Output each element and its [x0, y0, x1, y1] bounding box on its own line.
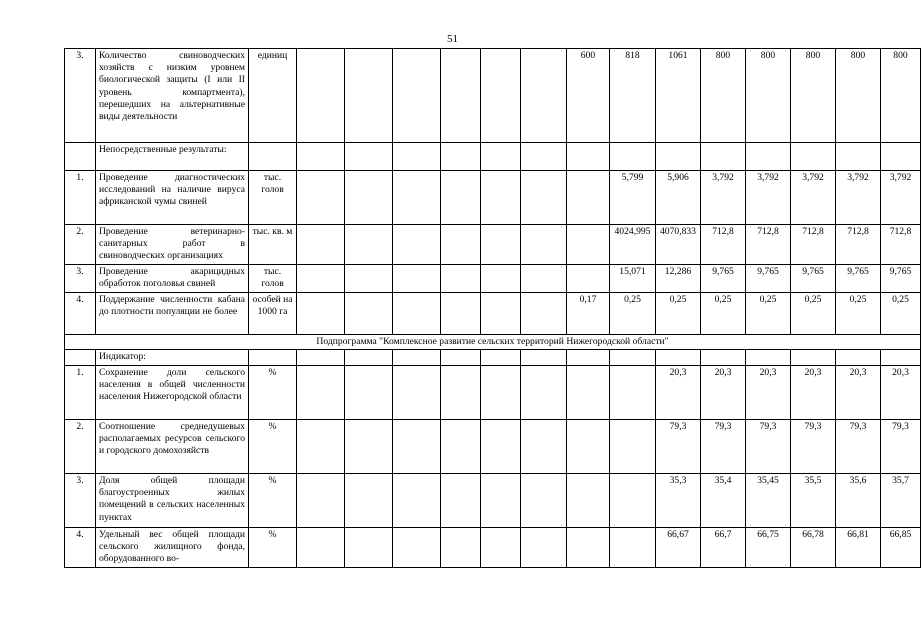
- value-cell: [567, 265, 610, 293]
- indicator-name: Сохранение доли сельского населения в общей численности населения Нижегородской области: [96, 366, 249, 420]
- value-cell: [746, 143, 791, 171]
- value-cell: [610, 528, 656, 568]
- value-cell: 0,25: [836, 293, 881, 335]
- value-cell: 79,3: [791, 420, 836, 474]
- value-cell: 79,3: [656, 420, 701, 474]
- row-number: 3.: [65, 49, 96, 143]
- value-cell: 9,765: [836, 265, 881, 293]
- page-number: 51: [447, 33, 458, 45]
- value-cell: [345, 420, 393, 474]
- value-cell: [481, 225, 521, 265]
- value-cell: 35,6: [836, 474, 881, 528]
- value-cell: [521, 528, 567, 568]
- value-cell: [610, 366, 656, 420]
- value-cell: [297, 350, 345, 366]
- value-cell: [441, 420, 481, 474]
- value-cell: [345, 49, 393, 143]
- value-cell: 800: [791, 49, 836, 143]
- table-row: [65, 366, 921, 420]
- value-cell: 3,792: [746, 171, 791, 225]
- value-cell: 20,3: [836, 366, 881, 420]
- value-cell: 20,3: [656, 366, 701, 420]
- value-cell: 12,286: [656, 265, 701, 293]
- value-cell: [567, 225, 610, 265]
- value-cell: [297, 366, 345, 420]
- value-cell: [701, 350, 746, 366]
- value-cell: [441, 293, 481, 335]
- value-cell: 0,25: [610, 293, 656, 335]
- value-cell: 3,792: [791, 171, 836, 225]
- value-cell: 0,25: [656, 293, 701, 335]
- row-number: 4.: [65, 293, 96, 335]
- value-cell: 800: [746, 49, 791, 143]
- value-cell: [393, 528, 441, 568]
- row-number: 1.: [65, 366, 96, 420]
- value-cell: 9,765: [881, 265, 921, 293]
- indicator-name: Удельный вес общей площади сельского жилищного фонда, оборудованного во-: [96, 528, 249, 568]
- value-cell: [345, 265, 393, 293]
- value-cell: [393, 143, 441, 171]
- value-cell: [297, 49, 345, 143]
- value-cell: 15,071: [610, 265, 656, 293]
- value-cell: [345, 474, 393, 528]
- value-cell: [521, 366, 567, 420]
- value-cell: [656, 143, 701, 171]
- value-cell: 9,765: [746, 265, 791, 293]
- value-cell: 66,67: [656, 528, 701, 568]
- value-cell: 0,25: [791, 293, 836, 335]
- value-cell: [441, 350, 481, 366]
- value-cell: [393, 49, 441, 143]
- value-cell: 0,25: [701, 293, 746, 335]
- unit-cell: %: [249, 420, 297, 474]
- unit-cell: тыс. голов: [249, 171, 297, 225]
- indicator-name: Проведение диагностических исследований на наличие вируса африканской чумы свиней: [96, 171, 249, 225]
- value-cell: [610, 350, 656, 366]
- unit-cell: единиц: [249, 49, 297, 143]
- value-cell: [481, 265, 521, 293]
- value-cell: [345, 171, 393, 225]
- value-cell: 3,792: [881, 171, 921, 225]
- value-cell: [701, 143, 746, 171]
- value-cell: 79,3: [881, 420, 921, 474]
- value-cell: [521, 265, 567, 293]
- table-row: [65, 225, 921, 265]
- value-cell: [881, 143, 921, 171]
- indicator-table: [64, 48, 921, 568]
- row-number: [65, 143, 96, 171]
- row-number: 2.: [65, 420, 96, 474]
- row-number: 4.: [65, 528, 96, 568]
- value-cell: [393, 293, 441, 335]
- value-cell: 5,906: [656, 171, 701, 225]
- value-cell: [567, 474, 610, 528]
- value-cell: [393, 366, 441, 420]
- value-cell: 800: [701, 49, 746, 143]
- value-cell: [441, 528, 481, 568]
- value-cell: [481, 350, 521, 366]
- value-cell: [610, 143, 656, 171]
- section-title: Подпрограмма "Комплексное развитие сельских территорий Нижегородской области": [65, 335, 921, 350]
- value-cell: [393, 225, 441, 265]
- value-cell: 818: [610, 49, 656, 143]
- value-cell: 20,3: [881, 366, 921, 420]
- value-cell: 3,792: [701, 171, 746, 225]
- value-cell: [567, 528, 610, 568]
- value-cell: 1061: [656, 49, 701, 143]
- row-number: [65, 350, 96, 366]
- section-header-group: [65, 335, 921, 350]
- value-cell: [567, 350, 610, 366]
- value-cell: 0,25: [881, 293, 921, 335]
- table-row: [65, 420, 921, 474]
- value-cell: [791, 143, 836, 171]
- value-cell: [481, 474, 521, 528]
- table-body-top: [65, 49, 921, 335]
- value-cell: [441, 225, 481, 265]
- value-cell: [345, 143, 393, 171]
- value-cell: [481, 420, 521, 474]
- value-cell: [345, 350, 393, 366]
- value-cell: 20,3: [746, 366, 791, 420]
- value-cell: [441, 474, 481, 528]
- value-cell: 3,792: [836, 171, 881, 225]
- value-cell: [441, 171, 481, 225]
- row-number: 3.: [65, 265, 96, 293]
- value-cell: 9,765: [701, 265, 746, 293]
- value-cell: [345, 366, 393, 420]
- value-cell: [481, 293, 521, 335]
- value-cell: [441, 49, 481, 143]
- value-cell: 4024,995: [610, 225, 656, 265]
- value-cell: [393, 474, 441, 528]
- value-cell: [297, 171, 345, 225]
- value-cell: [297, 293, 345, 335]
- indicator-name: Поддержание численности кабана до плотности популяции не более: [96, 293, 249, 335]
- row-number: 1.: [65, 171, 96, 225]
- value-cell: [481, 366, 521, 420]
- section-row: [65, 335, 921, 350]
- table-row: [65, 265, 921, 293]
- value-cell: [521, 49, 567, 143]
- unit-cell: тыс. кв. м: [249, 225, 297, 265]
- value-cell: [393, 350, 441, 366]
- value-cell: [441, 143, 481, 171]
- unit-cell: %: [249, 528, 297, 568]
- value-cell: [441, 366, 481, 420]
- unit-cell: [249, 350, 297, 366]
- value-cell: [567, 366, 610, 420]
- value-cell: [567, 171, 610, 225]
- value-cell: [297, 474, 345, 528]
- indicator-name: Соотношение среднедушевых располагаемых ресурсов сельского и городского домохозяйств: [96, 420, 249, 474]
- value-cell: 35,3: [656, 474, 701, 528]
- value-cell: 800: [836, 49, 881, 143]
- value-cell: [345, 293, 393, 335]
- table-row: [65, 474, 921, 528]
- table-row: [65, 528, 921, 568]
- value-cell: [881, 350, 921, 366]
- indicator-name: Количество свиноводческих хозяйств с низким уровнем биологической защиты (I или II уровень компартмента), перешедших на альтернативные виды деятельности: [96, 49, 249, 143]
- value-cell: [297, 420, 345, 474]
- value-cell: [481, 528, 521, 568]
- value-cell: [521, 171, 567, 225]
- value-cell: 79,3: [701, 420, 746, 474]
- value-cell: [481, 171, 521, 225]
- value-cell: [610, 420, 656, 474]
- unit-cell: [249, 143, 297, 171]
- value-cell: 35,45: [746, 474, 791, 528]
- value-cell: 79,3: [746, 420, 791, 474]
- value-cell: 66,7: [701, 528, 746, 568]
- value-cell: [481, 143, 521, 171]
- value-cell: [521, 293, 567, 335]
- value-cell: 66,75: [746, 528, 791, 568]
- value-cell: 79,3: [836, 420, 881, 474]
- value-cell: 5,799: [610, 171, 656, 225]
- value-cell: [836, 143, 881, 171]
- value-cell: 9,765: [791, 265, 836, 293]
- value-cell: 712,8: [701, 225, 746, 265]
- value-cell: 4070,833: [656, 225, 701, 265]
- value-cell: [393, 171, 441, 225]
- value-cell: 600: [567, 49, 610, 143]
- value-cell: 35,5: [791, 474, 836, 528]
- value-cell: 712,8: [836, 225, 881, 265]
- value-cell: 712,8: [881, 225, 921, 265]
- value-cell: [610, 474, 656, 528]
- value-cell: [746, 350, 791, 366]
- value-cell: 20,3: [791, 366, 836, 420]
- table-row: [65, 143, 921, 171]
- value-cell: [521, 143, 567, 171]
- row-number: 2.: [65, 225, 96, 265]
- indicator-name: Доля общей площади благоустроенных жилых помещений в сельских населенных пунктах: [96, 474, 249, 528]
- value-cell: 20,3: [701, 366, 746, 420]
- table-row: [65, 350, 921, 366]
- unit-cell: %: [249, 474, 297, 528]
- table-row: [65, 293, 921, 335]
- value-cell: [297, 225, 345, 265]
- indicator-name: Проведение ветеринарно-санитарных работ в свиноводческих организациях: [96, 225, 249, 265]
- value-cell: 0,25: [746, 293, 791, 335]
- value-cell: [481, 49, 521, 143]
- value-cell: [521, 225, 567, 265]
- value-cell: [567, 420, 610, 474]
- table-body-bottom: [65, 350, 921, 568]
- value-cell: 712,8: [746, 225, 791, 265]
- table-row: [65, 49, 921, 143]
- value-cell: [393, 265, 441, 293]
- value-cell: 712,8: [791, 225, 836, 265]
- value-cell: 35,4: [701, 474, 746, 528]
- value-cell: 66,81: [836, 528, 881, 568]
- value-cell: 0,17: [567, 293, 610, 335]
- value-cell: [393, 420, 441, 474]
- indicator-name: Непосредственные результаты:: [96, 143, 249, 171]
- indicator-name: Проведение акарицидных обработок поголовья свиней: [96, 265, 249, 293]
- value-cell: [297, 143, 345, 171]
- value-cell: 66,85: [881, 528, 921, 568]
- row-number: 3.: [65, 474, 96, 528]
- value-cell: [521, 350, 567, 366]
- value-cell: [521, 420, 567, 474]
- indicator-name: Индикатор:: [96, 350, 249, 366]
- value-cell: [521, 474, 567, 528]
- value-cell: [345, 528, 393, 568]
- table-row: [65, 171, 921, 225]
- value-cell: [441, 265, 481, 293]
- unit-cell: %: [249, 366, 297, 420]
- value-cell: [297, 528, 345, 568]
- value-cell: [567, 143, 610, 171]
- unit-cell: тыс. голов: [249, 265, 297, 293]
- value-cell: 66,78: [791, 528, 836, 568]
- value-cell: [836, 350, 881, 366]
- value-cell: [656, 350, 701, 366]
- value-cell: 800: [881, 49, 921, 143]
- value-cell: [345, 225, 393, 265]
- value-cell: 35,7: [881, 474, 921, 528]
- value-cell: [297, 265, 345, 293]
- value-cell: [791, 350, 836, 366]
- unit-cell: особей на 1000 га: [249, 293, 297, 335]
